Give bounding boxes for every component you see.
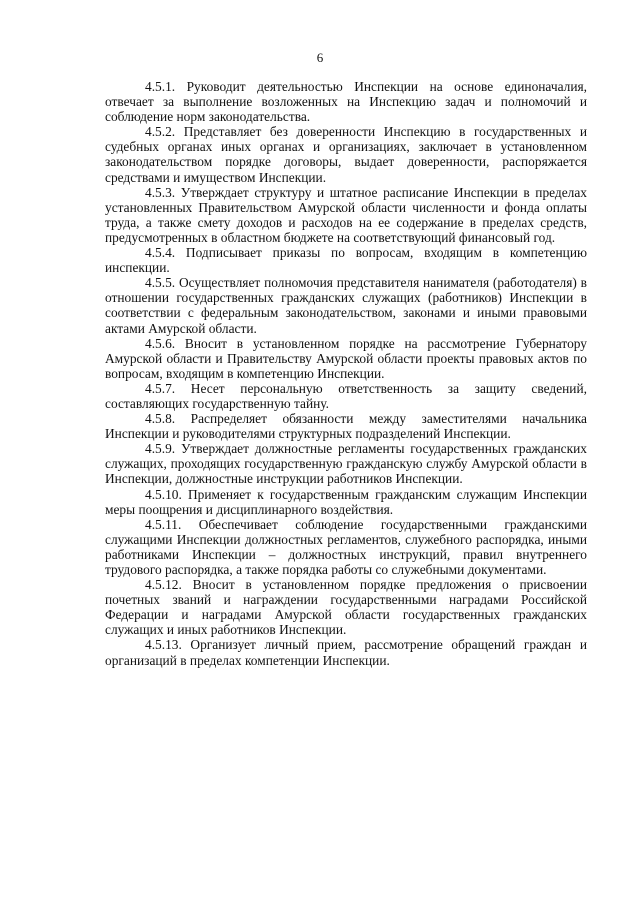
paragraph-4-5-11: 4.5.11. Обеспечивает соблюдение государственными гражданскими служащими Инспекции должностных регламентов, служебного распорядка, иными работниками Инспекции – должностных инструкций, правил внутреннего трудового распорядка, а также порядка работы со служебными документами. [105,516,587,577]
document-body [105,79,587,668]
paragraph-4-5-8: 4.5.8. Распределяет обязанности между заместителями начальника Инспекции и руководителями структурных подразделений Инспекции. [105,411,587,442]
paragraph-4-5-4: 4.5.4. Подписывает приказы по вопросам, входящим в компетенцию инспекции. [105,245,587,276]
paragraph-4-5-1: 4.5.1. Руководит деятельностью Инспекции на основе единоначалия, отвечает за выполнение возложенных на Инспекцию задач и полномочий и соблюдение норм законодательства. [105,79,587,125]
page-number: 6 [316,50,324,65]
paragraph-4-5-3: 4.5.3. Утверждает структуру и штатное расписание Инспекции в пределах установленных Правительством Амурской области численности и фонда оплаты труда, а также смету доходов и расходов на ее содержание в пределах средств, предусмотренных в областном бюджете на соответствующий финансовый год. [105,184,587,245]
paragraph-4-5-9: 4.5.9. Утверждает должностные регламенты государственных гражданских служащих, проходящих государственную гражданскую службу Амурской области в Инспекции, должностные инструкции работников Инспекции. [105,441,587,487]
paragraph-4-5-7: 4.5.7. Несет персональную ответственность за защиту сведений, составляющих государственную тайну. [105,380,587,411]
paragraph-4-5-2: 4.5.2. Представляет без доверенности Инспекцию в государственных и судебных органах иных органах и организациях, заключает в установленном законодательством порядке договоры, выдает доверенности, распоряжается средствами и имуществом Инспекции. [105,124,587,185]
paragraph-4-5-13: 4.5.13. Организует личный прием, рассмотрение обращений граждан и организаций в пределах компетенции Инспекции. [105,637,587,668]
paragraph-4-5-6: 4.5.6. Вносит в установленном порядке на рассмотрение Губернатору Амурской области и Правительству Амурской области проекты правовых актов по вопросам, входящим в компетенцию Инспекции. [105,335,587,381]
paragraph-4-5-12: 4.5.12. Вносит в установленном порядке предложения о присвоении почетных званий и награждении государственными наградами Российской Федерации и наградами Амурской области государственных гражданских служащих и иных работников Инспекции. [105,577,587,638]
paragraph-4-5-10: 4.5.10. Применяет к государственным гражданским служащим Инспекции меры поощрения и дисциплинарного воздействия. [105,486,587,517]
paragraph-4-5-5: 4.5.5. Осуществляет полномочия представителя нанимателя (работодателя) в отношении государственных гражданских служащих (работников) Инспекции в соответствии с федеральным законодательством, законами и иными правовыми актами Амурской области. [105,275,587,336]
